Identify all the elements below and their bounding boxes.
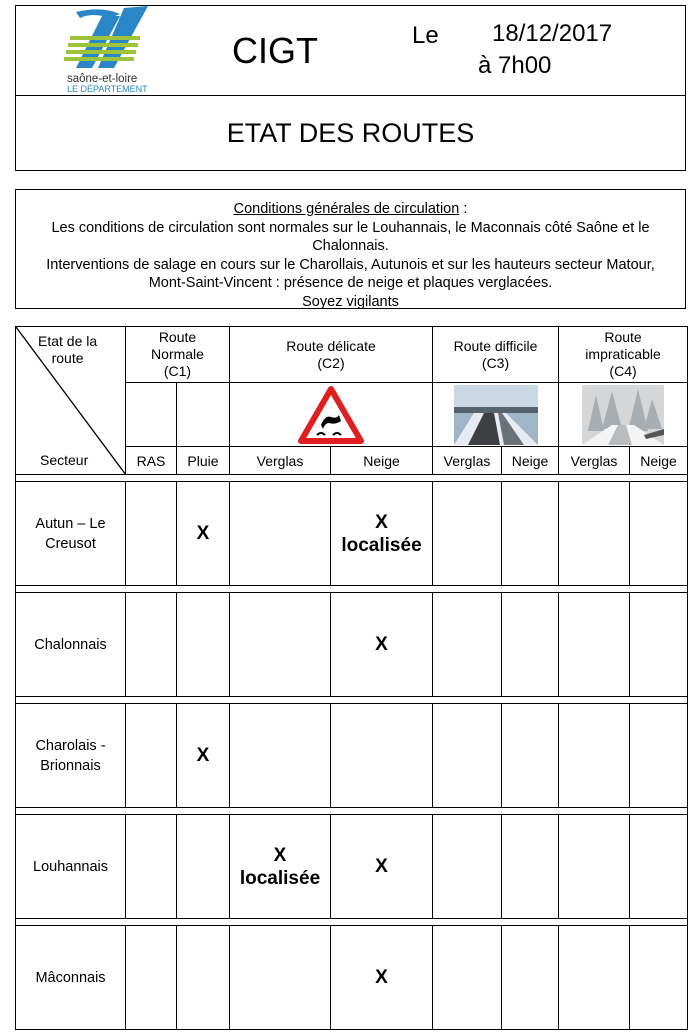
status-cell (126, 593, 177, 697)
sector-name-line: Mâconnais (35, 969, 106, 986)
status-cell (433, 815, 502, 919)
status-mark: X (375, 634, 388, 655)
status-mark: localisée (239, 867, 321, 889)
status-cell (230, 593, 331, 697)
status-cell (331, 593, 433, 697)
status-cell (230, 815, 331, 919)
subheader-cell: Neige (331, 447, 433, 475)
table-row (16, 704, 688, 808)
group-c4-line: (C4) (609, 363, 637, 379)
table-row (16, 926, 688, 1030)
group-c1-header (126, 327, 230, 383)
status-mark: X (375, 967, 388, 988)
subheader-cell: Verglas (559, 447, 630, 475)
row-separator (16, 697, 688, 704)
row-separator (16, 808, 688, 815)
status-cell (502, 926, 559, 1030)
status-cell (630, 815, 688, 919)
status-cell (433, 593, 502, 697)
row-separator-cell (16, 475, 688, 482)
status-mark: X (375, 511, 388, 533)
row-separator (16, 586, 688, 593)
status-mark: X (196, 745, 210, 766)
sector-name-line: Louhannais (33, 858, 108, 875)
group-c3-header (433, 327, 559, 383)
group-header-row (16, 327, 688, 383)
logo-text: saône-et-loire (67, 73, 138, 85)
status-cell (559, 926, 630, 1030)
group-c4-header (559, 327, 688, 383)
status-cell (331, 704, 433, 808)
status-cell (502, 593, 559, 697)
status-mark: X (273, 844, 287, 866)
conditions-line-1: Les conditions de circulation sont normales sur le Louhannais, le Maconnais côté Saône et le Chalonnais. (51, 219, 650, 254)
status-cell (630, 926, 688, 1030)
status-cell (559, 482, 630, 586)
sector-name-line: Charolais - (35, 737, 106, 754)
status-cell (502, 482, 559, 586)
row-separator-cell (16, 808, 688, 815)
row-separator (16, 919, 688, 926)
group-c4-line: Route (604, 329, 642, 345)
status-cell (331, 926, 433, 1030)
status-mark: localisée (341, 534, 422, 556)
sector-cell (16, 815, 126, 919)
group-c2-header (230, 327, 433, 383)
status-cell (126, 926, 177, 1030)
group-c1-line: Route (158, 329, 197, 345)
subheader-cell: Verglas (230, 447, 331, 475)
status-cell (433, 926, 502, 1030)
status-cell (230, 482, 331, 586)
date-prefix: Le (412, 22, 439, 49)
status-mark: X (196, 523, 210, 544)
status-cell (126, 482, 177, 586)
sector-name-line: Autun – Le (35, 515, 106, 532)
status-cell (502, 704, 559, 808)
sector-cell (16, 482, 126, 586)
subheader-cell: Pluie (177, 447, 230, 475)
status-cell (177, 704, 230, 808)
difficult-road-photo-icon (454, 385, 538, 445)
subheader-cell: RAS (126, 447, 177, 475)
department-logo-mark (62, 6, 157, 92)
general-conditions (15, 189, 686, 309)
row-separator (16, 475, 688, 482)
status-cell (126, 815, 177, 919)
sector-name-line: Chalonnais (34, 636, 107, 653)
slippery-road-sign-icon (297, 385, 365, 445)
status-cell (630, 482, 688, 586)
table-row (16, 482, 688, 586)
subheader-cell: Neige (502, 447, 559, 475)
status-cell (433, 704, 502, 808)
c4-picto-cell (559, 383, 688, 447)
report-date: 18/12/2017 (492, 20, 613, 47)
sector-name-line: Creusot (45, 535, 96, 552)
status-mark: X (375, 856, 388, 877)
group-c1-line: Normale (151, 346, 204, 362)
status-cell (177, 482, 230, 586)
corner-label-sector: Secteur (40, 452, 89, 468)
report-time: à 7h00 (478, 52, 552, 79)
sector-name-line: Brionnais (40, 757, 101, 774)
org-name: CIGT (232, 30, 318, 71)
page-title: ETAT DES ROUTES (226, 118, 475, 148)
sector-cell (16, 593, 126, 697)
status-cell (502, 815, 559, 919)
group-c3-line: (C3) (481, 354, 510, 371)
c2-picto-cell (230, 383, 433, 447)
conditions-line-2: Interventions de salage en cours sur le Charollais, Autunois et sur les hauteurs secteur Matour, Mont-Saint-Vincent : présence de neige et plaques verglacées. (46, 256, 655, 291)
corner-header (16, 327, 126, 475)
status-cell (630, 704, 688, 808)
status-cell (230, 704, 331, 808)
status-cell (331, 815, 433, 919)
subheader-cell: Verglas (433, 447, 502, 475)
status-cell (177, 815, 230, 919)
status-cell (177, 593, 230, 697)
c3-picto-cell (433, 383, 559, 447)
status-cell (630, 593, 688, 697)
status-cell (433, 482, 502, 586)
status-cell (177, 926, 230, 1030)
subheader-cell: Neige (630, 447, 688, 475)
row-separator-cell (16, 697, 688, 704)
c1-ras-picto-cell (126, 383, 177, 447)
row-separator-cell (16, 586, 688, 593)
road-status-table (15, 326, 688, 1030)
status-cell (559, 704, 630, 808)
group-c3-line: Route difficile (453, 337, 538, 354)
conditions-title-suffix: : (459, 201, 468, 217)
group-c4-line: impraticable (585, 346, 661, 362)
sector-cell (16, 926, 126, 1030)
status-cell (559, 593, 630, 697)
logo-subtext: LE DÉPARTEMENT (67, 84, 148, 92)
group-c1-line: (C1) (163, 363, 192, 379)
status-cell (230, 926, 331, 1030)
conditions-title: Conditions générales de circulation (233, 201, 460, 217)
group-c2-line: (C2) (317, 354, 345, 371)
table-row (16, 593, 688, 697)
table-row (16, 815, 688, 919)
group-c2-line: Route délicate (286, 337, 376, 354)
conditions-line-3: Soyez vigilants (302, 293, 399, 310)
status-cell (559, 815, 630, 919)
status-cell (331, 482, 433, 586)
c1-pluie-picto-cell (177, 383, 230, 447)
corner-label-state (38, 333, 97, 367)
impassable-road-photo-icon (582, 385, 664, 445)
status-cell (126, 704, 177, 808)
conditions-heading (28, 200, 673, 219)
department-logo (62, 6, 157, 92)
row-separator-cell (16, 919, 688, 926)
corner-label-line: Etat de la (38, 333, 98, 349)
corner-label-line: route (51, 350, 84, 366)
sector-cell (16, 704, 126, 808)
